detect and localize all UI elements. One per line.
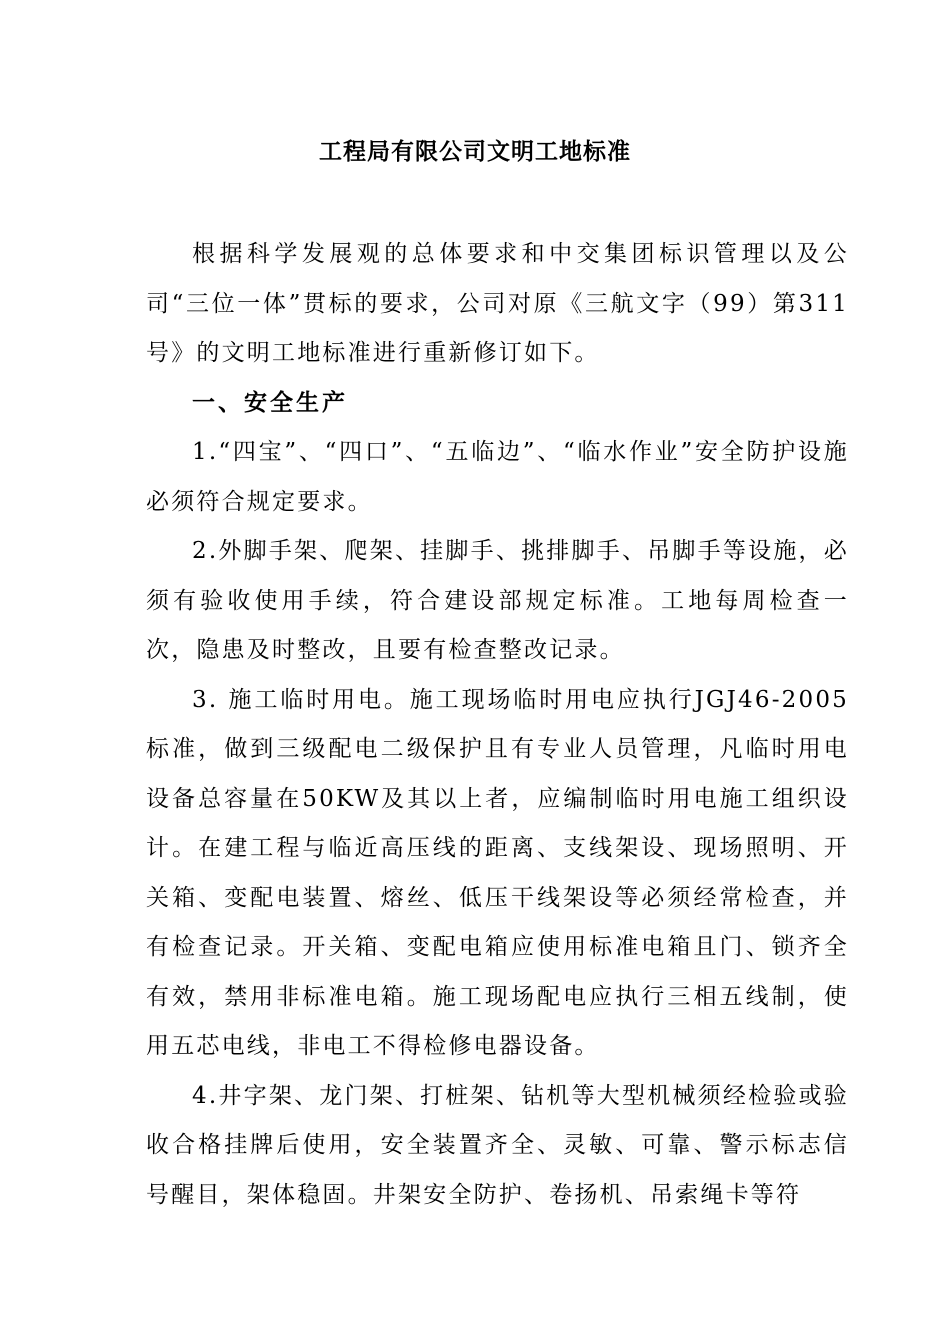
list-item: 3. 施工临时用电。施工现场临时用电应执行JGJ46-2005标准，做到三级配电二级保护且有专业人员管理，凡临时用电设备总容量在50KW及其以上者，应编制临时用电施工组织设计。在建工程与临近高压线的距离、支线架设、现场照明、开关箱、变配电装置、熔丝、低压干线架设等必须经常检查，并有检查记录。开关箱、变配电箱应使用标准电箱且门、锁齐全有效，禁用非标准电箱。施工现场配电应执行三相五线制，使用五芯电线，非电工不得检修电器设备。 bbox=[146, 686, 849, 1059]
document-title: 工程局有限公司文明工地标准 bbox=[319, 139, 631, 165]
intro-paragraph: 根据科学发展观的总体要求和中交集团标识管理以及公司“三位一体”贯标的要求，公司对原《三航文字（99）第311号》的文明工地标准进行重新修订如下。 bbox=[146, 241, 849, 366]
list-item: 2.外脚手架、爬架、挂脚手、挑排脚手、吊脚手等设施，必须有验收使用手续，符合建设部规定标准。工地每周检查一次，隐患及时整改，且要有检查整改记录。 bbox=[146, 538, 849, 663]
section-heading-safety: 一、安全生产 bbox=[192, 389, 348, 416]
list-item: 4.井字架、龙门架、打桩架、钻机等大型机械须经检验或验收合格挂牌后使用，安全装置齐全、灵敏、可靠、警示标志信号醒目，架体稳固。井架安全防护、卷扬机、吊索绳卡等符 bbox=[146, 1082, 849, 1208]
list-item: 1.“四宝”、“四口”、“五临边”、“临水作业”安全防护设施必须符合规定要求。 bbox=[146, 439, 849, 515]
document-body bbox=[146, 230, 849, 1220]
